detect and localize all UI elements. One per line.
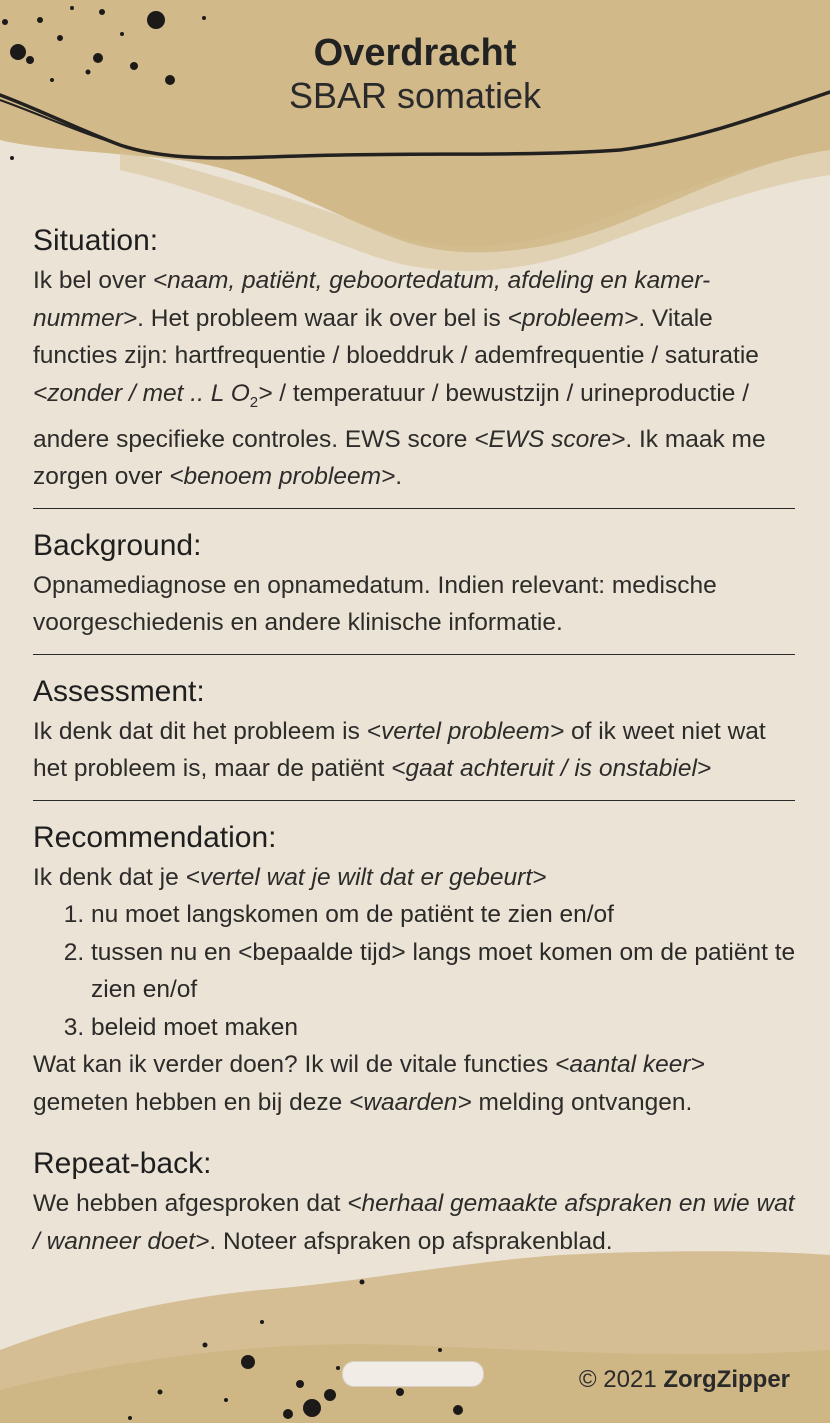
section-situation	[33, 220, 798, 496]
home-indicator[interactable]	[342, 1361, 484, 1387]
divider	[33, 508, 795, 509]
repeat-back-text: We hebben afgesproken dat <herhaal gemaakte afspraken en wie wat / wanneer doet>. Noteer afspraken op afsprakenblad.	[33, 1190, 795, 1255]
content	[33, 220, 798, 1260]
list-item: 1. nu moet langskomen om de patiënt te zien en/of	[91, 896, 798, 934]
page-subtitle: SBAR somatiek	[288, 75, 542, 116]
list-item: 2. tussen nu en <bepaalde tijd> langs moet komen om de patiënt te zien en/of	[91, 934, 798, 1009]
recommendation-list	[33, 896, 798, 1046]
recommendation-intro: Ik denk dat je <vertel wat je wilt dat er gebeurt>	[33, 863, 547, 891]
situation-heading: Situation:	[33, 224, 159, 257]
footer-copyright: © 2021 ZorgZipper	[578, 1366, 790, 1393]
brand-name: ZorgZipper	[663, 1366, 790, 1393]
situation-text: Ik bel over <naam, patiënt, geboortedatum, afdeling en kamer-nummer>. Het probleem waar ik over bel is <probleem>. Vitale functies zijn: hartfrequentie / bloeddruk / ademfrequentie / saturatie <zonder / met .. L $O_2>$ / temperatuur / bewustzijn / urineproductie / andere specifieke controles. EWS score <EWS score>. Ik maak me zorgen over <benoem probleem>.	[33, 267, 766, 491]
page-title: Overdracht	[313, 32, 517, 74]
recommendation-heading: Recommendation:	[33, 820, 277, 854]
repeat-back-heading: Repeat-back:	[33, 1147, 212, 1181]
assessment-heading: Assessment:	[33, 674, 205, 708]
recommendation-followup: Wat kan ik verder doen? Ik wil de vitale functies <aantal keer> gemeten hebben en bij deze <waarden> melding ontvangen.	[33, 1051, 705, 1116]
divider	[33, 654, 795, 655]
list-item: 3. beleid moet maken	[91, 1009, 798, 1047]
section-recommendation	[33, 817, 798, 1122]
section-background	[33, 525, 798, 642]
background-heading: Background:	[33, 528, 202, 562]
assessment-text: Ik denk dat dit het probleem is <vertel probleem> of ik weet niet wat het probleem is, maar de patiënt <gaat achteruit / is onstabiel>	[33, 717, 766, 783]
background-text: Opnamediagnose en opnamedatum. Indien relevant: medische voorgeschiedenis en andere klinische informatie.	[33, 571, 717, 637]
section-repeat-back	[33, 1143, 798, 1260]
header	[0, 30, 830, 116]
spacer	[33, 1121, 798, 1143]
section-assessment	[33, 671, 798, 788]
divider	[33, 800, 795, 801]
